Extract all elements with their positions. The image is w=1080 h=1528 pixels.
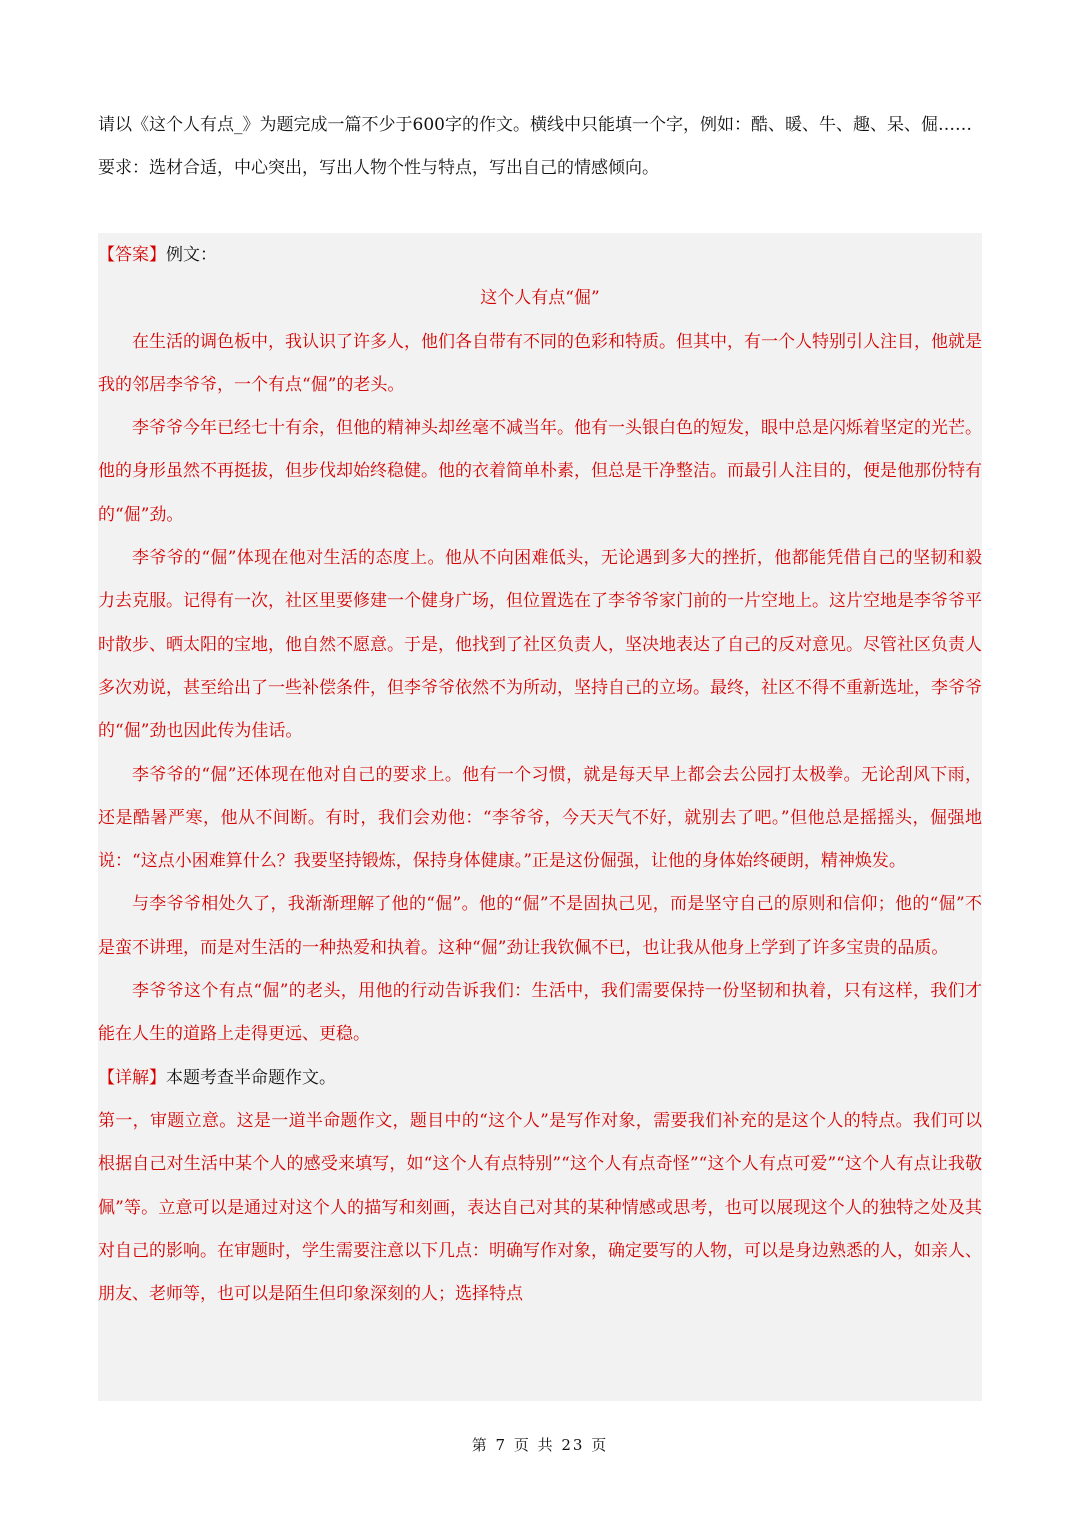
answer-label-suffix: 例文： <box>166 245 217 265</box>
essay-paragraph-3: 李爷爷的“倔”体现在他对生活的态度上。他从不向困难低头，无论遇到多大的挫折，他都能凭借自己的坚韧和毅力去克服。记得有一次，社区里要修建一个健身广场，但位置选在了李爷爷家门前的一片空地上。这片空地是李爷爷平时散步、晒太阳的宝地，他自然不愿意。于是，他找到了社区负责人，坚决地表达了自己的反对意见。尽管社区负责人多次劝说，甚至给出了一些补偿条件，但李爷爷依然不为所动，坚持自己的立场。最终，社区不得不重新选址，李爷爷的“倔”劲也因此传为佳话。 <box>98 548 982 742</box>
essay-paragraph-5: 与李爷爷相处久了，我渐渐理解了他的“倔”。他的“倔”不是固执己见，而是坚守自己的原则和信仰；他的“倔”不是蛮不讲理，而是对生活的一种热爱和执着。这种“倔”劲让我钦佩不已，也让我从他身上学到了许多宝贵的品质。 <box>98 894 982 958</box>
essay-paragraph-6: 李爷爷这个有点“倔”的老头，用他的行动告诉我们：生活中，我们需要保持一份坚韧和执着，只有这样，我们才能在人生的道路上走得更远、更稳。 <box>98 981 982 1045</box>
prompt-requirement: 要求：选材合适，中心突出，写出人物个性与特点，写出自己的情感倾向。 <box>98 158 659 178</box>
prompt-text: 请以《这个人有点_》为题完成一篇不少于600字的作文。横线中只能填一个字，例如：酷、暖、牛、趣、呆、倔…… <box>98 115 972 135</box>
detail-heading <box>98 1057 982 1100</box>
page-footer: 第 7 页 共 23 页 <box>471 1436 609 1454</box>
detail-text: 第一，审题立意。这是一道半命题作文，题目中的“这个人”是写作对象，需要我们补充的是这个人的特点。我们可以根据自己对生活中某个人的感受来填写，如“这个人有点特别”“这个人有点奇怪”“这个人有点可爱”“这个人有点让我敬佩”等。立意可以是通过对这个人的描写和刻画，表达自己对其的某种情感或思考，也可以展现这个人的独特之处及其对自己的影响。在审题时，学生需要注意以下几点：明确写作对象，确定要写的人物，可以是身边熟悉的人，如亲人、朋友、老师等，也可以是陌生但印象深刻的人；选择特点 <box>98 1110 982 1305</box>
essay-title: 这个人有点“倔” <box>480 288 600 309</box>
answer-heading <box>98 234 982 277</box>
essay-paragraph-1: 在生活的调色板中，我认识了许多人，他们各自带有不同的色彩和特质。但其中，有一个人特别引人注目，他就是我的邻居李爷爷，一个有点“倔”的老头。 <box>98 331 982 395</box>
answer-block <box>98 233 982 1401</box>
question-prompt <box>98 104 982 190</box>
detail-label-suffix: 本题考查半命题作文。 <box>166 1067 336 1088</box>
answer-label: 【答案】 <box>98 245 166 265</box>
essay-paragraph-2: 李爷爷今年已经七十有余，但他的精神头却丝毫不减当年。他有一头银白色的短发，眼中总是闪烁着坚定的光芒。他的身形虽然不再挺拔，但步伐却始终稳健。他的衣着简单朴素，但总是干净整洁。而最引人注目的，便是他那份特有的“倔”劲。 <box>98 418 982 525</box>
detail-label: 【详解】 <box>98 1067 166 1088</box>
essay-paragraph-4: 李爷爷的“倔”还体现在他对自己的要求上。他有一个习惯，就是每天早上都会去公园打太极拳。无论刮风下雨，还是酷暑严寒，他从不间断。有时，我们会劝他：“李爷爷，今天天气不好，就别去了吧。”但他总是摇摇头，倔强地说：“这点小困难算什么？我要坚持锻炼，保持身体健康。”正是这份倔强，让他的身体始终硬朗，精神焕发。 <box>98 764 982 872</box>
